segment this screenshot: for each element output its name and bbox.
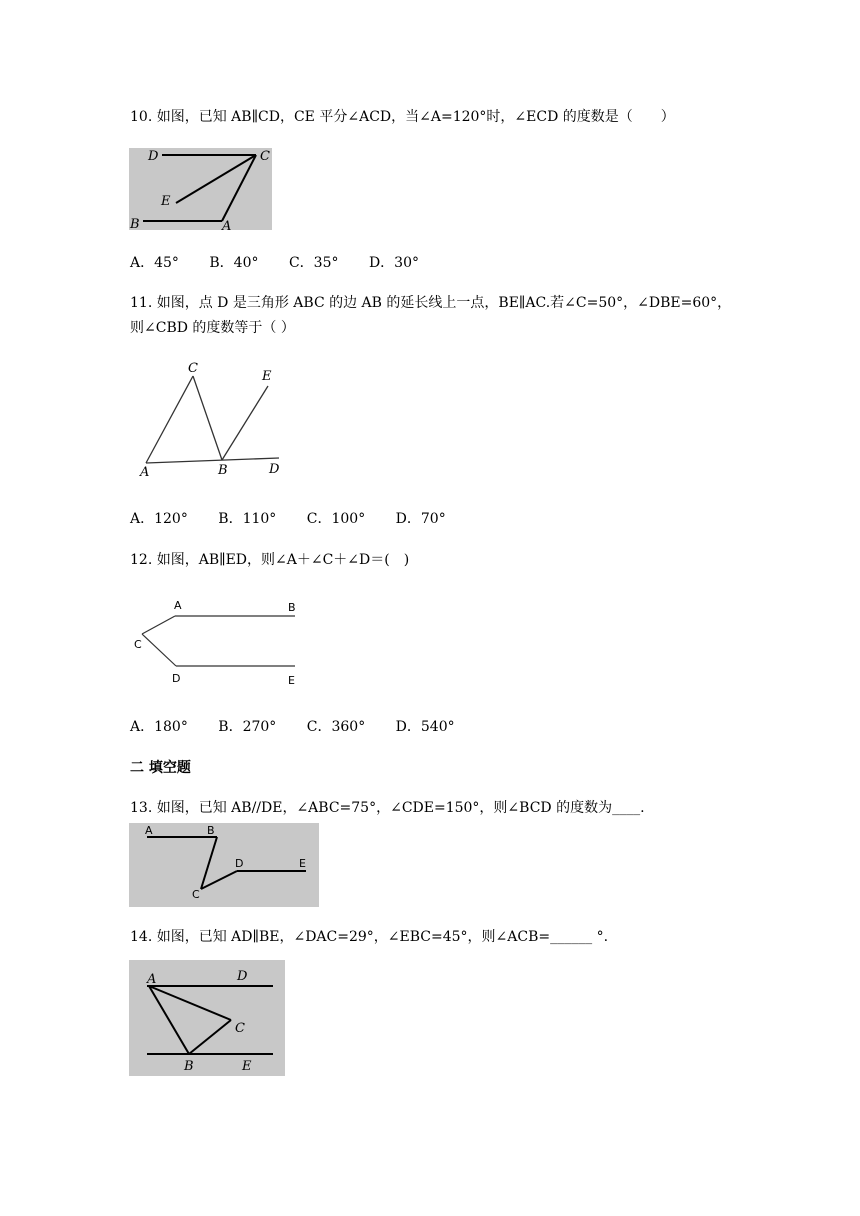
- question-12-text: 12. 如图，AB∥ED，则∠A＋∠C＋∠D＝( ): [130, 552, 410, 568]
- fig10-label-b: B: [130, 217, 140, 230]
- fig11-label-d: D: [269, 462, 280, 477]
- fig12-label-c: C: [134, 638, 142, 651]
- question-13-figure: [129, 823, 319, 907]
- option-b[interactable]: B．110°: [218, 511, 277, 527]
- fig14-label-d: D: [237, 969, 248, 984]
- question-10-options: [130, 254, 445, 272]
- option-a[interactable]: A．180°: [130, 719, 188, 735]
- fig14-label-a: A: [147, 972, 157, 987]
- fig12-label-d: D: [172, 672, 181, 685]
- fig11-label-c: C: [188, 361, 198, 376]
- option-c[interactable]: C．360°: [306, 719, 366, 735]
- fig10-label-e: E: [161, 194, 171, 209]
- fig13-label-a: A: [145, 824, 153, 837]
- question-11-text-line2: 则∠CBD 的度数等于（ ）: [130, 320, 295, 336]
- fig13-label-d: D: [235, 857, 244, 870]
- fig10-label-d: D: [148, 149, 159, 164]
- fig13-label-c: C: [192, 888, 200, 901]
- option-b[interactable]: B．40°: [209, 255, 259, 271]
- fig13-label-b: B: [207, 824, 215, 837]
- option-c[interactable]: C．35°: [288, 255, 339, 271]
- option-d[interactable]: D．540°: [395, 719, 455, 735]
- option-d[interactable]: D．70°: [395, 511, 446, 527]
- option-b[interactable]: B．270°: [218, 719, 277, 735]
- question-10-figure: [129, 148, 272, 230]
- fig12-label-e: E: [288, 674, 295, 687]
- question-11-figure: [135, 358, 295, 484]
- question-10-text: 10. 如图，已知 AB∥CD，CE 平分∠ACD，当∠A=120°时，∠ECD 的度数是（ ）: [130, 109, 675, 125]
- fig11-label-b: B: [218, 463, 228, 478]
- question-14-text: 14. 如图，已知 AD∥BE，∠DAC=29°，∠EBC=45°，则∠ACB=______ °.: [130, 929, 609, 945]
- question-12-options: [130, 718, 481, 736]
- question-11-text: 11. 如图，点 D 是三角形 ABC 的边 AB 的延长线上一点，BE∥AC.若∠C=50°，∠DBE=60°，: [130, 295, 732, 311]
- question-14-figure: [129, 960, 285, 1076]
- option-c[interactable]: C．100°: [306, 511, 366, 527]
- fig14-label-c: C: [235, 1021, 245, 1036]
- section-title: 二 填空题: [130, 760, 191, 776]
- fig11-label-e: E: [262, 369, 272, 384]
- fig13-label-e: E: [299, 857, 306, 870]
- fig11-label-a: A: [140, 465, 150, 480]
- fig10-label-a: A: [222, 219, 232, 230]
- fig12-label-b: B: [288, 601, 296, 614]
- fig14-label-e: E: [242, 1059, 252, 1074]
- question-13-text: 13. 如图，已知 AB//DE，∠ABC=75°，∠CDE=150°，则∠BCD 的度数为____.: [130, 800, 645, 816]
- fig14-label-b: B: [184, 1059, 194, 1074]
- fig12-label-a: A: [174, 599, 182, 612]
- option-d[interactable]: D．30°: [368, 255, 419, 271]
- question-12-figure: [130, 596, 305, 688]
- option-a[interactable]: A．45°: [130, 255, 179, 271]
- fig10-label-c: C: [260, 149, 270, 164]
- option-a[interactable]: A．120°: [130, 511, 188, 527]
- question-11-options: [130, 510, 472, 528]
